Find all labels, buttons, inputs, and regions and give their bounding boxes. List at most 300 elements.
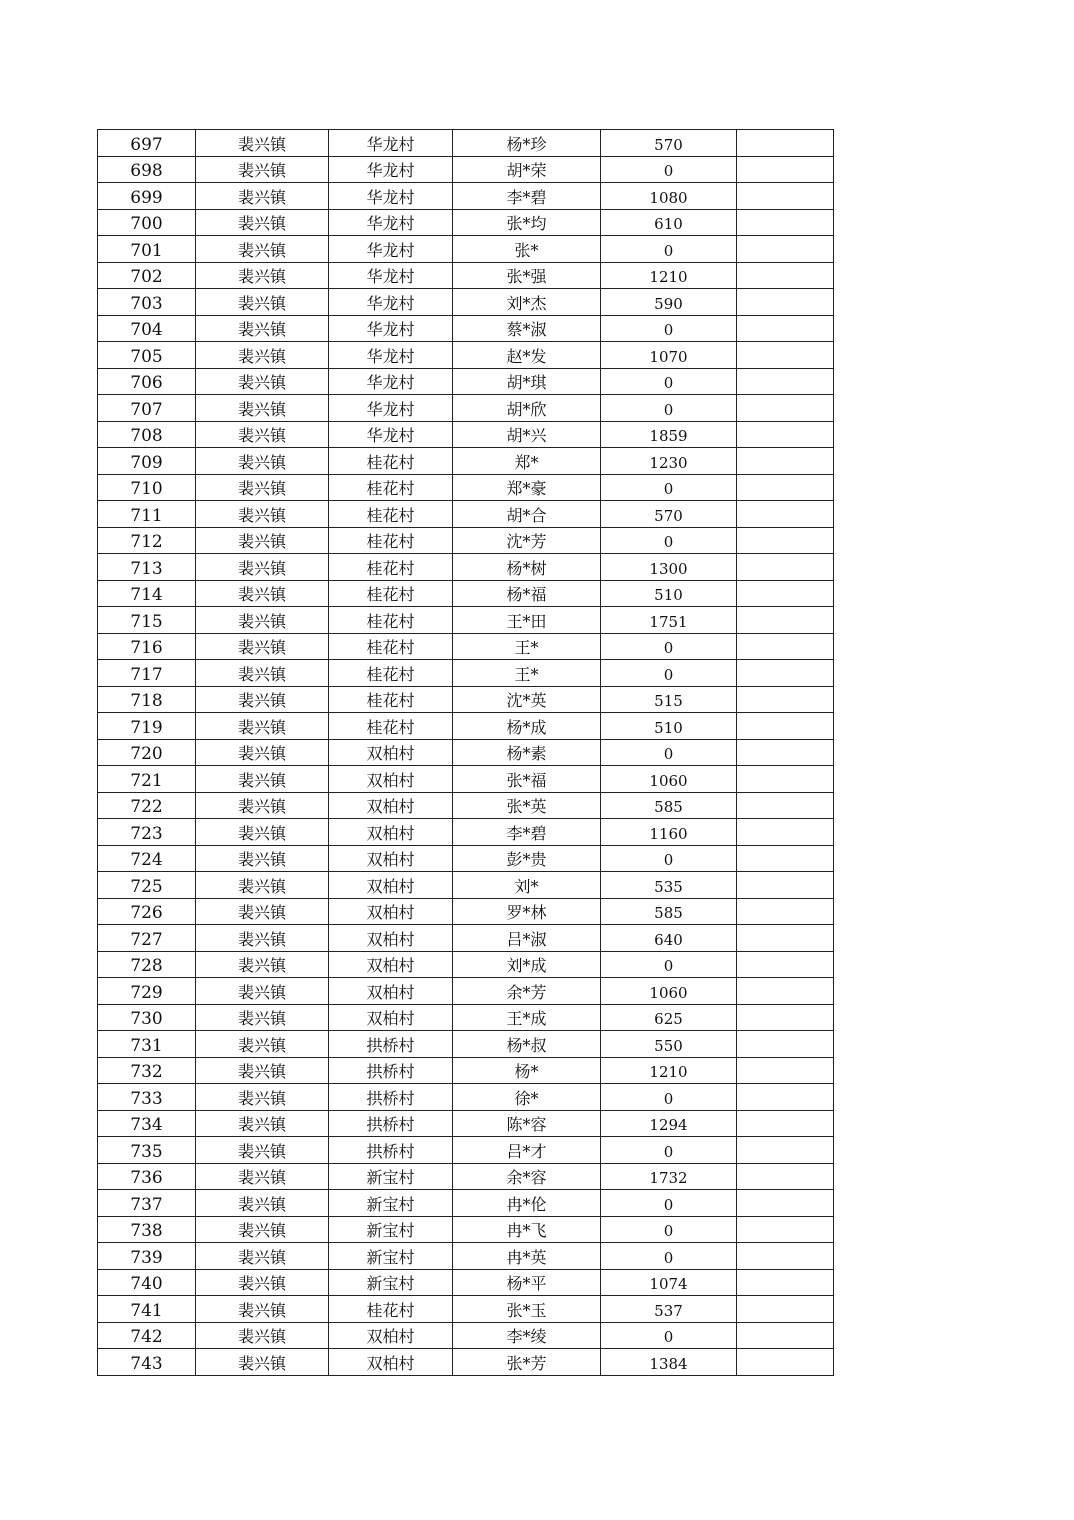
amount-cell: 0 — [601, 1216, 737, 1243]
name-cell: 杨*平 — [453, 1269, 601, 1296]
amount-cell: 510 — [601, 713, 737, 740]
table-row — [98, 395, 834, 422]
amount-cell: 1732 — [601, 1163, 737, 1190]
row-number-cell: 741 — [98, 1296, 196, 1323]
village-cell: 新宝村 — [329, 1216, 453, 1243]
table-row — [98, 925, 834, 952]
town-cell: 裴兴镇 — [196, 501, 329, 528]
amount-cell: 0 — [601, 1322, 737, 1349]
name-cell: 胡*欣 — [453, 395, 601, 422]
table-row — [98, 209, 834, 236]
row-number-cell: 705 — [98, 342, 196, 369]
name-cell: 蔡*淑 — [453, 315, 601, 342]
town-cell: 裴兴镇 — [196, 421, 329, 448]
remark-cell — [737, 633, 834, 660]
name-cell: 沈*英 — [453, 686, 601, 713]
village-cell: 拱桥村 — [329, 1137, 453, 1164]
village-cell: 双柏村 — [329, 792, 453, 819]
table-row — [98, 1163, 834, 1190]
remark-cell — [737, 1349, 834, 1376]
amount-cell: 0 — [601, 368, 737, 395]
table-body — [98, 130, 834, 1376]
town-cell: 裴兴镇 — [196, 1349, 329, 1376]
village-cell: 新宝村 — [329, 1190, 453, 1217]
amount-cell: 1060 — [601, 978, 737, 1005]
amount-cell: 1300 — [601, 554, 737, 581]
table-row — [98, 421, 834, 448]
town-cell: 裴兴镇 — [196, 1269, 329, 1296]
village-cell: 双柏村 — [329, 978, 453, 1005]
row-number-cell: 703 — [98, 289, 196, 316]
village-cell: 华龙村 — [329, 183, 453, 210]
name-cell: 冉*飞 — [453, 1216, 601, 1243]
name-cell: 李*碧 — [453, 183, 601, 210]
table-row — [98, 819, 834, 846]
table-row — [98, 845, 834, 872]
remark-cell — [737, 1243, 834, 1270]
amount-cell: 1294 — [601, 1110, 737, 1137]
remark-cell — [737, 236, 834, 263]
town-cell: 裴兴镇 — [196, 395, 329, 422]
table-row — [98, 1084, 834, 1111]
town-cell: 裴兴镇 — [196, 1057, 329, 1084]
village-cell: 双柏村 — [329, 739, 453, 766]
table-row — [98, 1349, 834, 1376]
amount-cell: 570 — [601, 501, 737, 528]
name-cell: 杨*珍 — [453, 130, 601, 157]
village-cell: 桂花村 — [329, 580, 453, 607]
row-number-cell: 713 — [98, 554, 196, 581]
amount-cell: 0 — [601, 951, 737, 978]
town-cell: 裴兴镇 — [196, 342, 329, 369]
town-cell: 裴兴镇 — [196, 792, 329, 819]
town-cell: 裴兴镇 — [196, 527, 329, 554]
amount-cell: 0 — [601, 1243, 737, 1270]
amount-cell: 1080 — [601, 183, 737, 210]
name-cell: 刘* — [453, 872, 601, 899]
name-cell: 吕*才 — [453, 1137, 601, 1164]
name-cell: 李*碧 — [453, 819, 601, 846]
remark-cell — [737, 289, 834, 316]
name-cell: 郑* — [453, 448, 601, 475]
town-cell: 裴兴镇 — [196, 1296, 329, 1323]
name-cell: 杨*福 — [453, 580, 601, 607]
name-cell: 杨*叔 — [453, 1031, 601, 1058]
row-number-cell: 698 — [98, 156, 196, 183]
village-cell: 双柏村 — [329, 1004, 453, 1031]
row-number-cell: 721 — [98, 766, 196, 793]
town-cell: 裴兴镇 — [196, 660, 329, 687]
town-cell: 裴兴镇 — [196, 739, 329, 766]
row-number-cell: 730 — [98, 1004, 196, 1031]
village-cell: 华龙村 — [329, 209, 453, 236]
town-cell: 裴兴镇 — [196, 1004, 329, 1031]
table-row — [98, 951, 834, 978]
town-cell: 裴兴镇 — [196, 474, 329, 501]
amount-cell: 590 — [601, 289, 737, 316]
name-cell: 陈*容 — [453, 1110, 601, 1137]
row-number-cell: 738 — [98, 1216, 196, 1243]
amount-cell: 510 — [601, 580, 737, 607]
town-cell: 裴兴镇 — [196, 1243, 329, 1270]
name-cell: 张*福 — [453, 766, 601, 793]
amount-cell: 537 — [601, 1296, 737, 1323]
name-cell: 张* — [453, 236, 601, 263]
amount-cell: 585 — [601, 898, 737, 925]
village-cell: 拱桥村 — [329, 1084, 453, 1111]
row-number-cell: 704 — [98, 315, 196, 342]
table-row — [98, 580, 834, 607]
town-cell: 裴兴镇 — [196, 448, 329, 475]
village-cell: 华龙村 — [329, 342, 453, 369]
village-cell: 拱桥村 — [329, 1031, 453, 1058]
name-cell: 徐* — [453, 1084, 601, 1111]
remark-cell — [737, 1269, 834, 1296]
table-row — [98, 1057, 834, 1084]
village-cell: 双柏村 — [329, 1322, 453, 1349]
town-cell: 裴兴镇 — [196, 819, 329, 846]
row-number-cell: 706 — [98, 368, 196, 395]
row-number-cell: 702 — [98, 262, 196, 289]
village-cell: 双柏村 — [329, 898, 453, 925]
town-cell: 裴兴镇 — [196, 289, 329, 316]
remark-cell — [737, 156, 834, 183]
village-cell: 新宝村 — [329, 1243, 453, 1270]
remark-cell — [737, 527, 834, 554]
table-row — [98, 554, 834, 581]
town-cell: 裴兴镇 — [196, 183, 329, 210]
table-row — [98, 1190, 834, 1217]
row-number-cell: 708 — [98, 421, 196, 448]
table-row — [98, 1031, 834, 1058]
amount-cell: 1751 — [601, 607, 737, 634]
row-number-cell: 724 — [98, 845, 196, 872]
town-cell: 裴兴镇 — [196, 607, 329, 634]
row-number-cell: 734 — [98, 1110, 196, 1137]
row-number-cell: 711 — [98, 501, 196, 528]
amount-cell: 0 — [601, 395, 737, 422]
remark-cell — [737, 898, 834, 925]
table-row — [98, 448, 834, 475]
amount-cell: 0 — [601, 315, 737, 342]
name-cell: 冉*英 — [453, 1243, 601, 1270]
remark-cell — [737, 872, 834, 899]
remark-cell — [737, 607, 834, 634]
town-cell: 裴兴镇 — [196, 845, 329, 872]
town-cell: 裴兴镇 — [196, 872, 329, 899]
village-cell: 华龙村 — [329, 156, 453, 183]
name-cell: 胡*荣 — [453, 156, 601, 183]
amount-cell: 550 — [601, 1031, 737, 1058]
town-cell: 裴兴镇 — [196, 1322, 329, 1349]
remark-cell — [737, 474, 834, 501]
amount-cell: 1230 — [601, 448, 737, 475]
name-cell: 王* — [453, 660, 601, 687]
town-cell: 裴兴镇 — [196, 686, 329, 713]
remark-cell — [737, 1216, 834, 1243]
village-cell: 华龙村 — [329, 395, 453, 422]
name-cell: 胡*兴 — [453, 421, 601, 448]
table-row — [98, 660, 834, 687]
remark-cell — [737, 1031, 834, 1058]
row-number-cell: 732 — [98, 1057, 196, 1084]
name-cell: 余*芳 — [453, 978, 601, 1005]
town-cell: 裴兴镇 — [196, 1084, 329, 1111]
village-cell: 桂花村 — [329, 554, 453, 581]
remark-cell — [737, 1084, 834, 1111]
remark-cell — [737, 342, 834, 369]
town-cell: 裴兴镇 — [196, 236, 329, 263]
name-cell: 胡*合 — [453, 501, 601, 528]
amount-cell: 610 — [601, 209, 737, 236]
row-number-cell: 742 — [98, 1322, 196, 1349]
village-cell: 华龙村 — [329, 262, 453, 289]
row-number-cell: 719 — [98, 713, 196, 740]
town-cell: 裴兴镇 — [196, 209, 329, 236]
amount-cell: 1070 — [601, 342, 737, 369]
village-cell: 桂花村 — [329, 607, 453, 634]
amount-cell: 0 — [601, 845, 737, 872]
row-number-cell: 712 — [98, 527, 196, 554]
table-row — [98, 236, 834, 263]
town-cell: 裴兴镇 — [196, 1137, 329, 1164]
amount-cell: 1859 — [601, 421, 737, 448]
remark-cell — [737, 739, 834, 766]
amount-cell: 1074 — [601, 1269, 737, 1296]
table-row — [98, 1296, 834, 1323]
amount-cell: 0 — [601, 156, 737, 183]
remark-cell — [737, 1137, 834, 1164]
name-cell: 彭*贵 — [453, 845, 601, 872]
table-row — [98, 130, 834, 157]
remark-cell — [737, 766, 834, 793]
table-row — [98, 898, 834, 925]
remark-cell — [737, 819, 834, 846]
row-number-cell: 715 — [98, 607, 196, 634]
name-cell: 杨* — [453, 1057, 601, 1084]
table-row — [98, 713, 834, 740]
town-cell: 裴兴镇 — [196, 1190, 329, 1217]
row-number-cell: 739 — [98, 1243, 196, 1270]
remark-cell — [737, 1296, 834, 1323]
village-cell: 华龙村 — [329, 421, 453, 448]
remark-cell — [737, 660, 834, 687]
amount-cell: 535 — [601, 872, 737, 899]
table-row — [98, 1110, 834, 1137]
name-cell: 王*田 — [453, 607, 601, 634]
table-row — [98, 607, 834, 634]
row-number-cell: 726 — [98, 898, 196, 925]
row-number-cell: 697 — [98, 130, 196, 157]
remark-cell — [737, 1110, 834, 1137]
table-row — [98, 1137, 834, 1164]
village-cell: 双柏村 — [329, 845, 453, 872]
table-row — [98, 686, 834, 713]
name-cell: 沈*芳 — [453, 527, 601, 554]
row-number-cell: 720 — [98, 739, 196, 766]
row-number-cell: 707 — [98, 395, 196, 422]
amount-cell: 0 — [601, 474, 737, 501]
town-cell: 裴兴镇 — [196, 978, 329, 1005]
name-cell: 杨*素 — [453, 739, 601, 766]
name-cell: 张*英 — [453, 792, 601, 819]
village-cell: 桂花村 — [329, 1296, 453, 1323]
row-number-cell: 699 — [98, 183, 196, 210]
name-cell: 刘*杰 — [453, 289, 601, 316]
row-number-cell: 723 — [98, 819, 196, 846]
remark-cell — [737, 395, 834, 422]
row-number-cell: 740 — [98, 1269, 196, 1296]
remark-cell — [737, 925, 834, 952]
amount-cell: 0 — [601, 236, 737, 263]
town-cell: 裴兴镇 — [196, 951, 329, 978]
table-row — [98, 766, 834, 793]
table-row — [98, 1322, 834, 1349]
amount-cell: 0 — [601, 1190, 737, 1217]
table-row — [98, 342, 834, 369]
remark-cell — [737, 421, 834, 448]
table-row — [98, 633, 834, 660]
town-cell: 裴兴镇 — [196, 130, 329, 157]
amount-cell: 625 — [601, 1004, 737, 1031]
remark-cell — [737, 1004, 834, 1031]
row-number-cell: 717 — [98, 660, 196, 687]
amount-cell: 1210 — [601, 262, 737, 289]
name-cell: 王*成 — [453, 1004, 601, 1031]
town-cell: 裴兴镇 — [196, 766, 329, 793]
row-number-cell: 727 — [98, 925, 196, 952]
remark-cell — [737, 1163, 834, 1190]
remark-cell — [737, 262, 834, 289]
table-row — [98, 872, 834, 899]
table-row — [98, 315, 834, 342]
row-number-cell: 701 — [98, 236, 196, 263]
village-cell: 拱桥村 — [329, 1110, 453, 1137]
row-number-cell: 700 — [98, 209, 196, 236]
row-number-cell: 729 — [98, 978, 196, 1005]
table-row — [98, 501, 834, 528]
name-cell: 郑*豪 — [453, 474, 601, 501]
village-cell: 桂花村 — [329, 527, 453, 554]
table-row — [98, 183, 834, 210]
table-row — [98, 289, 834, 316]
town-cell: 裴兴镇 — [196, 315, 329, 342]
town-cell: 裴兴镇 — [196, 580, 329, 607]
name-cell: 罗*林 — [453, 898, 601, 925]
amount-cell: 0 — [601, 739, 737, 766]
remark-cell — [737, 580, 834, 607]
amount-cell: 640 — [601, 925, 737, 952]
town-cell: 裴兴镇 — [196, 633, 329, 660]
row-number-cell: 743 — [98, 1349, 196, 1376]
remark-cell — [737, 448, 834, 475]
table-row — [98, 978, 834, 1005]
remark-cell — [737, 315, 834, 342]
table-row — [98, 1269, 834, 1296]
name-cell: 李*绫 — [453, 1322, 601, 1349]
remark-cell — [737, 1057, 834, 1084]
name-cell: 胡*琪 — [453, 368, 601, 395]
name-cell: 张*芳 — [453, 1349, 601, 1376]
amount-cell: 0 — [601, 527, 737, 554]
town-cell: 裴兴镇 — [196, 368, 329, 395]
name-cell: 张*玉 — [453, 1296, 601, 1323]
remark-cell — [737, 554, 834, 581]
remark-cell — [737, 1190, 834, 1217]
amount-cell: 0 — [601, 1137, 737, 1164]
town-cell: 裴兴镇 — [196, 1110, 329, 1137]
row-number-cell: 714 — [98, 580, 196, 607]
town-cell: 裴兴镇 — [196, 262, 329, 289]
remark-cell — [737, 1322, 834, 1349]
village-cell: 双柏村 — [329, 925, 453, 952]
village-cell: 桂花村 — [329, 448, 453, 475]
town-cell: 裴兴镇 — [196, 1031, 329, 1058]
name-cell: 张*强 — [453, 262, 601, 289]
table-row — [98, 368, 834, 395]
remark-cell — [737, 713, 834, 740]
row-number-cell: 718 — [98, 686, 196, 713]
remark-cell — [737, 845, 834, 872]
village-cell: 新宝村 — [329, 1269, 453, 1296]
row-number-cell: 709 — [98, 448, 196, 475]
table-row — [98, 1216, 834, 1243]
remark-cell — [737, 183, 834, 210]
amount-cell: 0 — [601, 633, 737, 660]
row-number-cell: 731 — [98, 1031, 196, 1058]
village-cell: 双柏村 — [329, 872, 453, 899]
village-cell: 双柏村 — [329, 1349, 453, 1376]
table-row — [98, 1243, 834, 1270]
amount-cell: 515 — [601, 686, 737, 713]
row-number-cell: 710 — [98, 474, 196, 501]
row-number-cell: 735 — [98, 1137, 196, 1164]
remark-cell — [737, 978, 834, 1005]
data-table — [97, 129, 834, 1376]
village-cell: 桂花村 — [329, 474, 453, 501]
row-number-cell: 736 — [98, 1163, 196, 1190]
row-number-cell: 716 — [98, 633, 196, 660]
name-cell: 刘*成 — [453, 951, 601, 978]
name-cell: 余*容 — [453, 1163, 601, 1190]
row-number-cell: 722 — [98, 792, 196, 819]
row-number-cell: 737 — [98, 1190, 196, 1217]
village-cell: 华龙村 — [329, 315, 453, 342]
table-row — [98, 527, 834, 554]
amount-cell: 1384 — [601, 1349, 737, 1376]
table-row — [98, 156, 834, 183]
village-cell: 华龙村 — [329, 236, 453, 263]
town-cell: 裴兴镇 — [196, 925, 329, 952]
village-cell: 拱桥村 — [329, 1057, 453, 1084]
table-row — [98, 474, 834, 501]
row-number-cell: 733 — [98, 1084, 196, 1111]
name-cell: 杨*成 — [453, 713, 601, 740]
village-cell: 桂花村 — [329, 501, 453, 528]
village-cell: 桂花村 — [329, 713, 453, 740]
row-number-cell: 728 — [98, 951, 196, 978]
village-cell: 华龙村 — [329, 289, 453, 316]
name-cell: 吕*淑 — [453, 925, 601, 952]
name-cell: 赵*发 — [453, 342, 601, 369]
remark-cell — [737, 501, 834, 528]
name-cell: 王* — [453, 633, 601, 660]
remark-cell — [737, 951, 834, 978]
remark-cell — [737, 686, 834, 713]
village-cell: 新宝村 — [329, 1163, 453, 1190]
town-cell: 裴兴镇 — [196, 898, 329, 925]
village-cell: 双柏村 — [329, 951, 453, 978]
